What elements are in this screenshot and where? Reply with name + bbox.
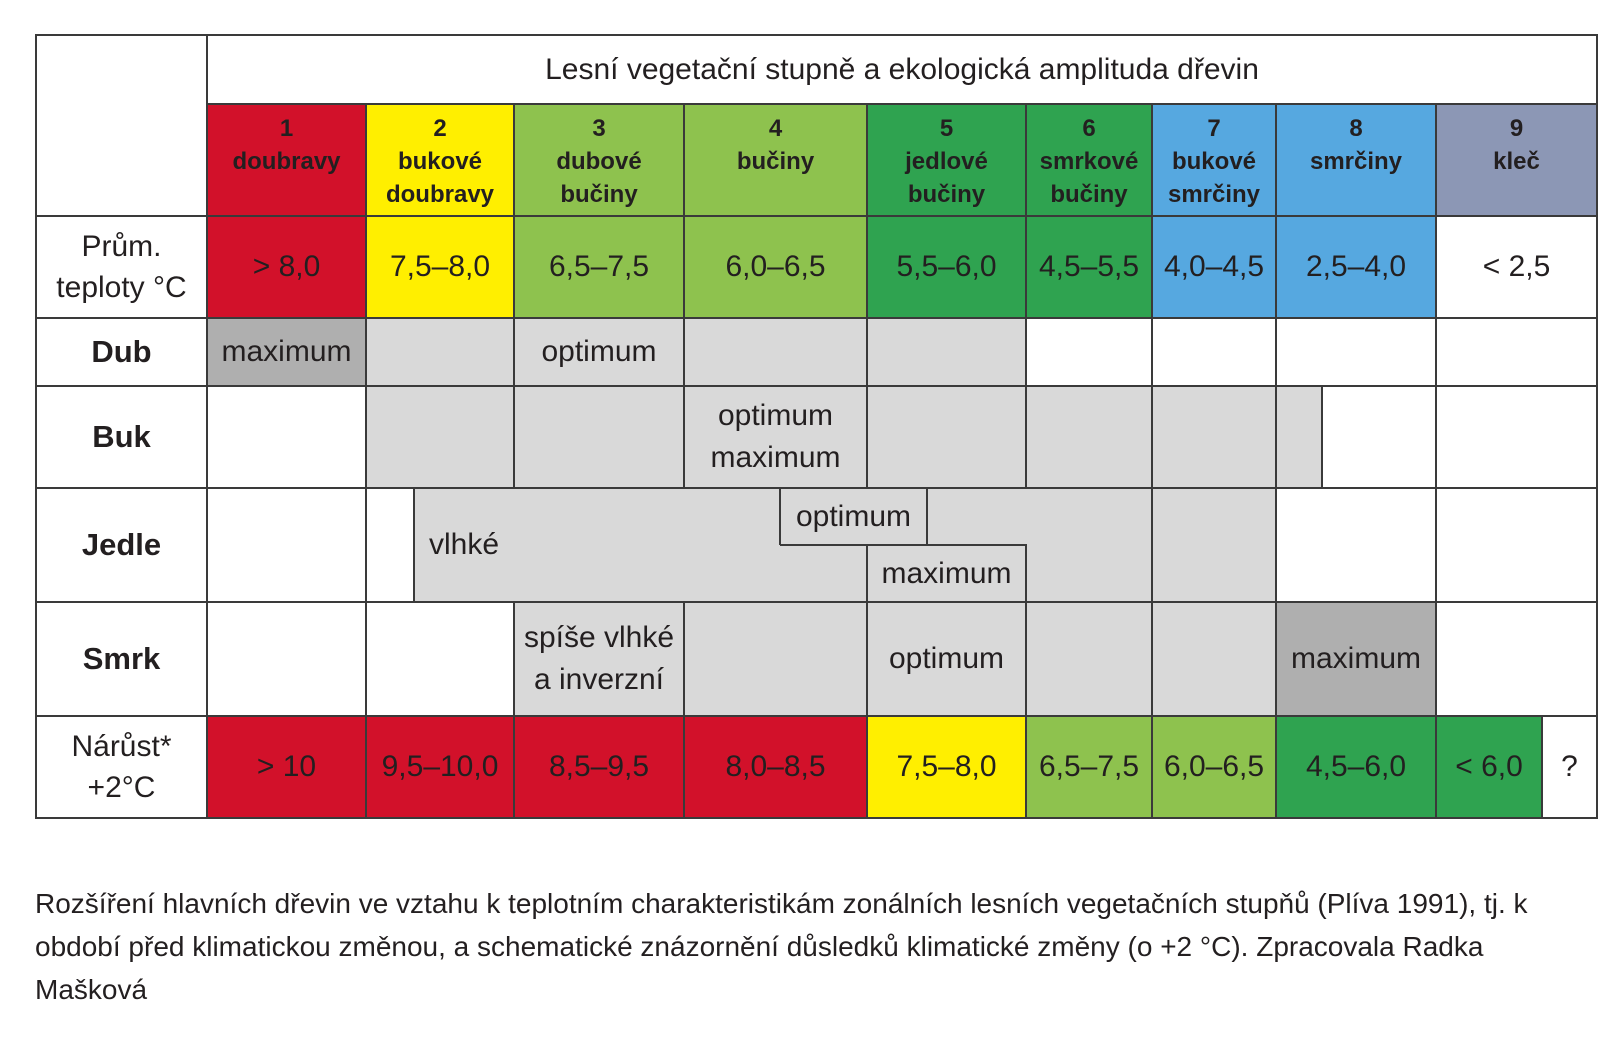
- zone-label-9: 9 kleč: [1493, 115, 1540, 175]
- vline: [1025, 318, 1027, 386]
- hline: [867, 544, 1027, 546]
- temp-zone-9: < 2,5: [1482, 250, 1551, 283]
- vline: [1435, 716, 1437, 818]
- vline: [683, 716, 685, 818]
- increase-zone-1: > 10: [207, 716, 366, 818]
- row-label-smrk: Smrk: [82, 641, 161, 676]
- vline: [1275, 602, 1277, 716]
- temp-zone-6: 4,5–5,5: [1026, 216, 1152, 318]
- vline: [365, 716, 367, 818]
- vline: [1151, 602, 1153, 716]
- row-label-buk: Buk: [92, 419, 151, 454]
- vline: [1275, 386, 1277, 488]
- vline: [1321, 386, 1323, 488]
- vline: [1435, 386, 1437, 488]
- increase-zone-6: 6,5–7,5: [1026, 716, 1152, 818]
- vline: [365, 104, 367, 318]
- vline: [1275, 488, 1277, 602]
- vline: [683, 602, 685, 716]
- vline: [779, 488, 781, 545]
- vline: [926, 488, 928, 545]
- vline: [866, 386, 868, 488]
- vline: [513, 716, 515, 818]
- vline: [365, 386, 367, 488]
- hline: [36, 601, 1597, 603]
- increase-zone-3: 8,5–9,5: [514, 716, 684, 818]
- increase-zone-9: < 6,0: [1436, 716, 1542, 818]
- zone-header-6: [1026, 104, 1152, 216]
- zone-header-2: [366, 104, 514, 216]
- temp-zone-4: 6,0–6,5: [684, 216, 867, 318]
- row-label-jedle: Jedle: [81, 527, 162, 562]
- vline: [1541, 716, 1543, 818]
- zone-header-7: [1152, 104, 1276, 216]
- vline: [866, 716, 868, 818]
- hline: [36, 715, 1597, 717]
- hline: [36, 487, 1597, 489]
- dub-optimum: optimum: [541, 335, 657, 368]
- vline: [513, 104, 515, 318]
- row-label-dub: Dub: [91, 334, 152, 369]
- zone-label-4: 4 bučiny: [736, 115, 815, 175]
- row-label-temperature: Prům. teploty °C: [56, 230, 187, 304]
- zone-label-1: 1 doubravy: [232, 115, 341, 175]
- vline: [1275, 104, 1277, 318]
- zone-label-3: 3 dubové bučiny: [556, 115, 642, 208]
- vline: [866, 545, 868, 602]
- vline: [683, 386, 685, 488]
- vline: [683, 104, 685, 318]
- border-right: [1596, 34, 1598, 819]
- zone-header-3: [514, 104, 684, 216]
- vline: [365, 602, 367, 716]
- vline-label: [206, 35, 208, 818]
- vline: [513, 386, 515, 488]
- zone-header-5: [867, 104, 1026, 216]
- vline: [413, 488, 415, 602]
- vline: [1151, 716, 1153, 818]
- increase-zone-2: 9,5–10,0: [366, 716, 514, 818]
- increase-zone-unknown: ?: [1561, 750, 1578, 783]
- vline: [1275, 318, 1277, 386]
- zone-label-8: 8 smrčiny: [1309, 115, 1403, 175]
- vline: [1025, 386, 1027, 488]
- vline: [1151, 318, 1153, 386]
- border-bottom: [35, 817, 1598, 819]
- smrk-wet-inversion: spíše vlhké a inverzní: [523, 621, 675, 696]
- vline: [1151, 104, 1153, 318]
- temp-zone-8: 2,5–4,0: [1276, 216, 1436, 318]
- increase-zone-4: 8,0–8,5: [684, 716, 867, 818]
- zone-header-4: [684, 104, 867, 216]
- vline: [1435, 104, 1437, 318]
- zone-header-8: [1276, 104, 1436, 216]
- table-title: Lesní vegetační stupně a ekologická amplituda dřevin: [545, 53, 1259, 86]
- increase-zone-8: 4,5–6,0: [1276, 716, 1436, 818]
- zone-label-5: 5 jedlové bučiny: [905, 115, 988, 208]
- figure-caption: Rozšíření hlavních dřevin ve vztahu k teplotním charakteristikám zonálních lesních vegetačních stupňů (Plíva 1991), tj. k období před klimatickou změnou, a schematické znázornění důsledků klimatické změny (o +2 °C). Zpracovala Radka Mašková: [35, 888, 1528, 1005]
- temp-zone-7: 4,0–4,5: [1152, 216, 1276, 318]
- vline: [513, 318, 515, 386]
- vline: [1275, 716, 1277, 818]
- vline: [1025, 602, 1027, 716]
- zone-header-9: [1436, 104, 1597, 216]
- vline: [1435, 488, 1437, 602]
- increase-zone-5: 7,5–8,0: [867, 716, 1026, 818]
- vline: [1025, 545, 1027, 602]
- vline: [1435, 318, 1437, 386]
- jedle-wet: vlhké: [428, 528, 500, 561]
- temp-zone-2: 7,5–8,0: [366, 216, 514, 318]
- smrk-maximum: maximum: [1276, 602, 1436, 716]
- temp-zone-1: > 8,0: [207, 216, 366, 318]
- increase-zone-7: 6,0–6,5: [1152, 716, 1276, 818]
- smrk-optimum: optimum: [888, 642, 1005, 675]
- vline: [1025, 716, 1027, 818]
- vline: [866, 104, 868, 318]
- vline: [513, 602, 515, 716]
- vline: [683, 318, 685, 386]
- temp-zone-3: 6,5–7,5: [514, 216, 684, 318]
- border-left: [35, 34, 37, 819]
- zone-label-7: 7 bukové smrčiny: [1167, 115, 1261, 208]
- vline: [1151, 386, 1153, 488]
- vline: [1025, 104, 1027, 318]
- border-top: [35, 34, 1598, 36]
- hline: [207, 103, 1597, 105]
- vline: [866, 318, 868, 386]
- vline: [1151, 488, 1153, 602]
- dub-maximum: maximum: [207, 318, 366, 386]
- vline: [365, 488, 367, 602]
- vline: [866, 602, 868, 716]
- row-label-increase: Nárůst* +2°C: [71, 730, 172, 804]
- temp-zone-5: 5,5–6,0: [867, 216, 1026, 318]
- hline: [36, 215, 1597, 217]
- buk-optimum-maximum: optimum maximum: [710, 399, 841, 474]
- hline: [36, 317, 1597, 319]
- zone-header-1: [207, 104, 366, 216]
- vline: [365, 318, 367, 386]
- jedle-maximum: maximum: [881, 556, 1012, 590]
- jedle-optimum: optimum: [795, 499, 912, 533]
- hline: [36, 385, 1597, 387]
- dub-range: [366, 318, 1026, 386]
- vline: [1435, 602, 1437, 716]
- zone-label-2: 2 bukové doubravy: [385, 115, 495, 208]
- zone-label-6: 6 smrkové bučiny: [1039, 115, 1139, 208]
